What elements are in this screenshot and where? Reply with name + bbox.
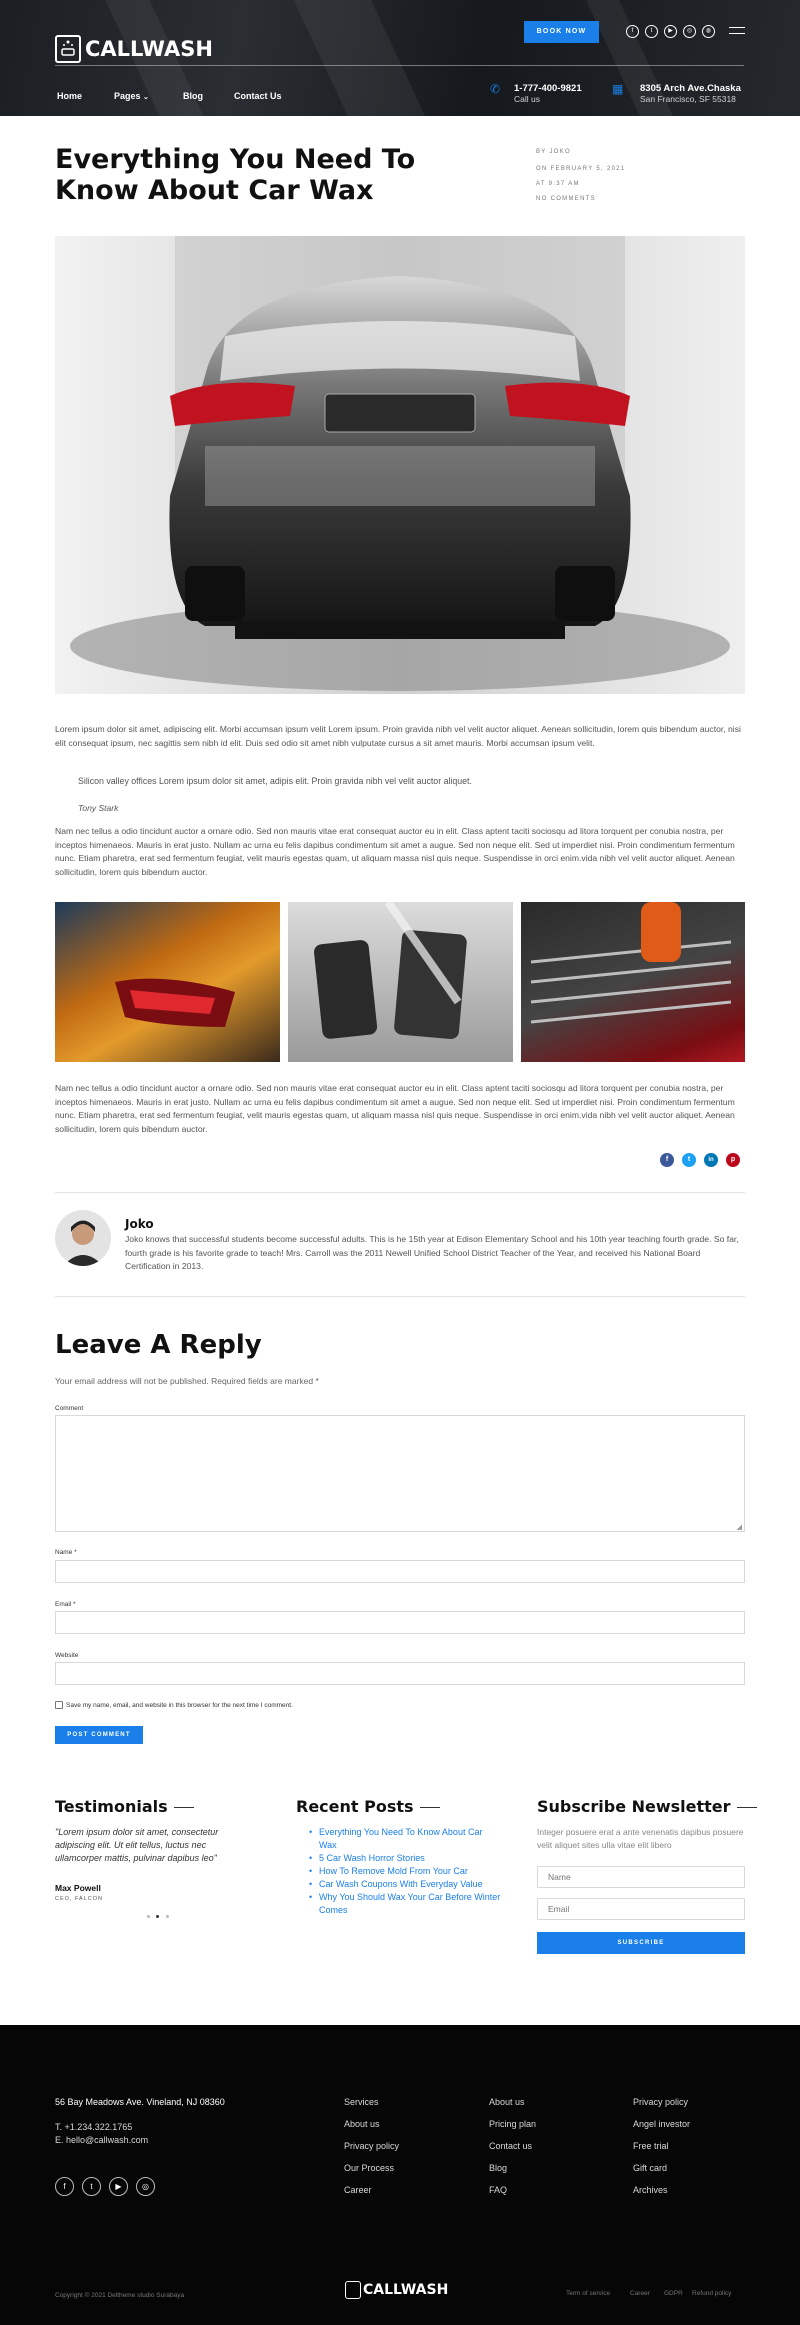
footer-bottom-link[interactable]: Refund policy <box>692 2290 732 2297</box>
copyright: Copyright © 2021 Deltheme studio Surabaya <box>55 2292 185 2299</box>
site-footer <box>0 2025 800 2325</box>
footer-link[interactable]: Services <box>344 2097 379 2107</box>
map-icon: ▦ <box>612 82 624 96</box>
post-comments-count[interactable]: NO COMMENTS <box>536 196 596 202</box>
footer-link[interactable]: Angel investor <box>633 2119 691 2129</box>
carousel-dot[interactable] <box>166 1915 169 1918</box>
recent-post-link[interactable]: • Everything You Need To Know About Car Wax <box>319 1826 499 1852</box>
recent-post-link[interactable]: • Car Wash Coupons With Everyday Value <box>319 1878 483 1891</box>
footer-link[interactable]: About us <box>489 2097 525 2107</box>
footer-phone[interactable]: T. +1.234.322.1765 <box>55 2122 133 2132</box>
footer-link[interactable]: Contact us <box>489 2141 533 2151</box>
nav-blog[interactable]: Blog <box>183 91 203 101</box>
dribbble-icon[interactable]: ◍ <box>702 25 715 38</box>
newsletter-text: Integer posuere erat a ante venenatis dapibus posuere velit aliquet sites ulla vitae elit libero <box>537 1827 744 1850</box>
phone-caption: Call us <box>514 94 540 104</box>
footer-bottom-link[interactable]: Career <box>630 2290 650 2297</box>
website-label: Website <box>55 1652 79 1659</box>
website-field[interactable] <box>55 1662 745 1685</box>
footer-link[interactable]: Our Process <box>344 2163 395 2173</box>
footer-link[interactable]: Career <box>344 2185 372 2195</box>
post-author[interactable]: BY JOKO <box>536 149 571 155</box>
recent-posts-title-text: Recent Posts <box>296 1797 414 1816</box>
site-logo[interactable] <box>55 35 213 63</box>
save-info-checkbox[interactable] <box>55 1701 63 1709</box>
recent-post-link[interactable]: • How To Remove Mold From Your Car <box>319 1865 468 1878</box>
footer-link[interactable]: Free trial <box>633 2141 669 2151</box>
header-divider <box>55 65 744 66</box>
car-wash-logo-icon <box>345 2281 361 2299</box>
newsletter-name-input[interactable] <box>537 1866 745 1888</box>
book-now-button[interactable]: BOOK NOW <box>524 21 599 43</box>
menu-icon[interactable] <box>729 27 745 39</box>
post-time: AT 9:37 AM <box>536 181 580 187</box>
carousel-dot-active[interactable] <box>156 1915 159 1918</box>
post-paragraph-1: Lorem ipsum dolor sit amet, adipiscing elit. Morbi accumsan ipsum velit Lorem ipsum. Proin gravida nibh vel velit auctor aliquet. Aenean sollicitudin, lorem quis bibendum auctor, nisi elit consequat ipsum, nec sagittis sem nibh id elit. Duis sed odio sit amet nibh vulputate cursus a sit amet mauris. Morbi accumsan ipsum velit. <box>55 724 741 748</box>
testimonial-quote: "Lorem ipsum dolor sit amet, consectetur adipiscing elit. Ut elit tellus, luctus nec ullamcorper mattis, pulvinar dapibus leo" <box>55 1827 219 1863</box>
footer-link[interactable]: Privacy policy <box>344 2141 400 2151</box>
footer-link[interactable]: About us <box>344 2119 380 2129</box>
footer-bottom-link[interactable]: GDPR <box>664 2290 683 2297</box>
post-paragraph-2: Nam nec tellus a odio tincidunt auctor a ornare odio. Sed non mauris vitae erat consequat auctor eu in elit. Class aptent taciti sociosqu ad litora torquent per conubia nostra, per inceptos himenaeos. Mauris in erat justo. Nullam ac urna eu felis dapibus condimentum sit amet a augue. Sed non neque elit. Sed ut imperdiet nisi. Proin condimentum fermentum nunc. Etiam pharetra, erat sed fermentum feugiat, velit mauris egestas quam, ut aliquam massa nisl quis neque. Suspendisse in orci enim.vida nibh vel velit auctor aliquet. Aenean sollicitudin, lorem quis bibendum auctor. <box>55 826 735 877</box>
subscribe-button[interactable]: SUBSCRIBE <box>537 1932 745 1954</box>
post-title: Everything You Need To Know About Car Wax <box>55 144 416 206</box>
gallery-image-taillight[interactable] <box>55 902 280 1062</box>
address-line: 8305 Arch Ave.Chaska <box>640 83 741 94</box>
site-header <box>0 0 800 116</box>
divider <box>55 1296 745 1297</box>
name-label: Name * <box>55 1549 77 1556</box>
post-date: ON FEBRUARY 5, 2021 <box>536 166 626 172</box>
nav-contact[interactable]: Contact Us <box>234 91 282 101</box>
twitter-icon[interactable]: t <box>682 1153 696 1167</box>
testimonial-role: CEO, FALCON <box>55 1896 103 1902</box>
footer-address: 56 Bay Meadows Ave. Vineland, NJ 08360 <box>55 2097 225 2107</box>
newsletter-email-input[interactable] <box>537 1898 745 1920</box>
quote-author: Tony Stark <box>78 803 119 813</box>
phone-number: 1-777-400-9821 <box>514 83 582 94</box>
nav-pages[interactable] <box>114 91 149 101</box>
nav-home[interactable]: Home <box>57 91 83 101</box>
author-avatar <box>55 1210 111 1266</box>
newsletter-title <box>537 1797 757 1816</box>
testimonial-name: Max Powell <box>55 1883 101 1893</box>
author-bio: Joko knows that successful students become successful adults. This is he 15th year at Edison Elementary School and his 10th year teaching fourth grade. So far, fourth grade is his favorite grade to teach! Mrs. Carroll was the 2011 Newell Unified School District Teacher of the Year, and received his National Board Certification in 2013. <box>125 1234 739 1271</box>
header-address <box>640 83 741 104</box>
footer-logo[interactable] <box>345 2281 448 2299</box>
footer-bottom-link[interactable]: Term of service <box>566 2290 611 2297</box>
reply-title: Leave A Reply <box>55 1330 262 1360</box>
recent-posts-title <box>296 1797 440 1816</box>
logo-text: CALLWASH <box>85 37 213 61</box>
resize-handle-icon[interactable]: ◢ <box>736 1524 742 1531</box>
facebook-icon[interactable]: f <box>660 1153 674 1167</box>
footer-email[interactable]: E. hello@callwash.com <box>55 2135 149 2145</box>
instagram-icon[interactable]: ◎ <box>683 25 696 38</box>
facebook-icon[interactable]: f <box>55 2177 74 2196</box>
recent-post-link[interactable]: • 5 Car Wash Horror Stories <box>319 1852 425 1865</box>
testimonials-title-text: Testimonials <box>55 1797 168 1816</box>
recent-post-link[interactable]: • Why You Should Wax Your Car Before Winter Comes <box>319 1891 509 1917</box>
comment-textarea[interactable] <box>55 1415 745 1532</box>
phone-icon: ✆ <box>490 82 501 96</box>
footer-link[interactable]: Gift card <box>633 2163 668 2173</box>
youtube-icon[interactable]: ▶ <box>109 2177 128 2196</box>
youtube-icon[interactable]: ▶ <box>664 25 677 38</box>
name-field[interactable] <box>55 1560 745 1583</box>
nav-pages-label: Pages <box>114 91 141 101</box>
twitter-icon[interactable]: t <box>645 25 658 38</box>
footer-logo-text: CALLWASH <box>363 2282 449 2298</box>
pinterest-icon[interactable]: p <box>726 1153 740 1167</box>
email-field[interactable] <box>55 1611 745 1634</box>
facebook-icon[interactable]: f <box>626 25 639 38</box>
instagram-icon[interactable]: ◎ <box>136 2177 155 2196</box>
post-comment-button[interactable]: POST COMMENT <box>55 1726 143 1744</box>
footer-link[interactable]: Pricing plan <box>489 2119 537 2129</box>
footer-link[interactable]: Archives <box>633 2185 668 2195</box>
address-caption: San Francisco, SF 55318 <box>640 94 736 104</box>
post-blockquote: Silicon valley offices Lorem ipsum dolor sit amet, adipis elit. Proin gravida nibh vel velit auctor aliquet. <box>78 776 472 786</box>
footer-link[interactable]: Privacy policy <box>633 2097 689 2107</box>
gallery-image-grille[interactable] <box>521 902 745 1062</box>
save-info-label: Save my name, email, and website in this browser for the next time I comment. <box>66 1702 293 1709</box>
email-label: Email * <box>55 1601 76 1608</box>
divider <box>55 1192 745 1193</box>
car-wash-logo-icon <box>55 35 81 63</box>
twitter-icon[interactable]: t <box>82 2177 101 2196</box>
footer-link[interactable]: Blog <box>489 2163 508 2173</box>
testimonials-title <box>55 1797 194 1816</box>
linkedin-icon[interactable]: in <box>704 1153 718 1167</box>
newsletter-title-text: Subscribe Newsletter <box>537 1797 731 1816</box>
post-paragraph-3: Nam nec tellus a odio tincidunt auctor a ornare odio. Sed non mauris vitae erat consequat auctor eu in elit. Class aptent taciti sociosqu ad litora torquent per conubia nostra, per inceptos himenaeos. Mauris in erat justo. Nullam ac urna eu felis dapibus condimentum sit amet a augue. Sed non neque elit. Sed ut imperdiet nisi. Proin condimentum fermentum nunc. Etiam pharetra, erat sed fermentum feugiat, velit mauris egestas quam, ut aliquam massa nisl quis neque. Suspendisse in orci enim.vida nibh vel velit auctor aliquet. Aenean sollicitudin, lorem quis bibendum auctor. <box>55 1083 735 1134</box>
footer-link[interactable]: FAQ <box>489 2185 508 2195</box>
author-name[interactable]: Joko <box>125 1217 154 1231</box>
hero-car-image <box>55 236 745 694</box>
comment-label: Comment <box>55 1405 84 1412</box>
header-phone[interactable] <box>514 83 582 104</box>
carousel-dot[interactable] <box>147 1915 150 1918</box>
chevron-down-icon: ⌄ <box>143 94 149 101</box>
reply-note: Your email address will not be published. Required fields are marked * <box>55 1376 319 1386</box>
gallery-image-floormats[interactable] <box>288 902 513 1062</box>
